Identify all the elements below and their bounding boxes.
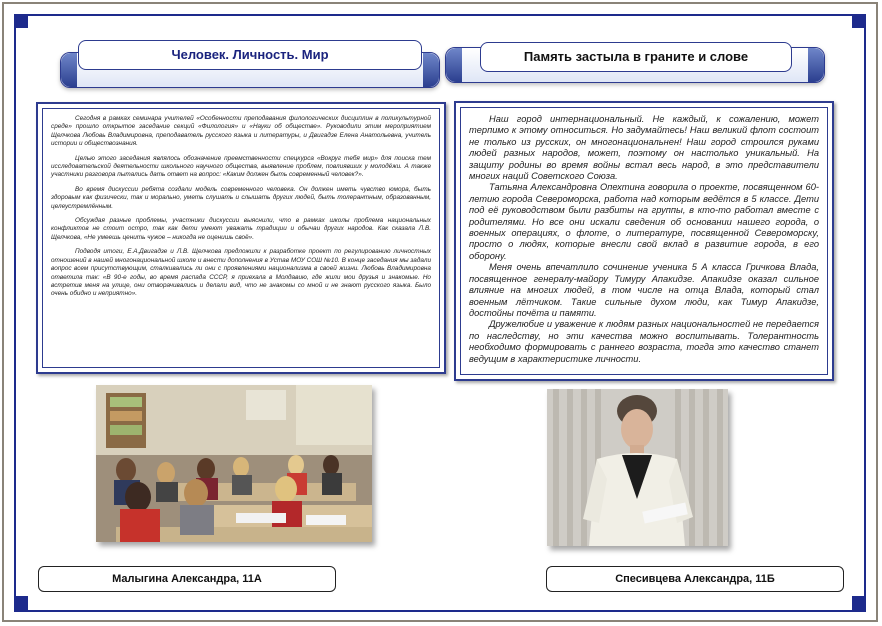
corner-ornament (852, 14, 866, 28)
right-header-title: Память застыла в граните и слове (480, 42, 792, 72)
left-article-box (36, 102, 446, 374)
left-header-title: Человек. Личность. Мир (78, 40, 422, 70)
article-paragraph: Дружелюбие и уважение к людям разных национальностей не передается по наследству, но эти качества можно воспитывать. Толерантность необходимо формировать с раннего возраста, тогда это качество станет ведущим в характеристике личности. (469, 319, 819, 364)
article-paragraph: Наш город интернациональный. Не каждый, к сожалению, может терпимо к этому относиться. Но задумайтесь! Наш великий флот состоит не только из русских, он многонациональнен! Наш город строился руками людей разных народов, может, поэтому он настолько уникальный. На защиту родины во время войны встал весь народ, в это представители многих наций Советского Союза. (469, 114, 819, 182)
speaker-portrait-photo (547, 389, 728, 546)
right-photo-caption: Спесивцева Александра, 11Б (546, 566, 844, 592)
article-paragraph: Сегодня в рамках семинара учителей «Особенности преподавания филологических дисциплин в поликультурной среде» прошло открытое заседание секций «Филология» и «Науки об обществе». Руководили этим мероприятием Щелчкова Любовь Владимировна, преподаватель русского языка и литературы, и Двигадзе Елена Анатольевна, учитель истории и обществознания. (51, 115, 431, 148)
left-article-text (42, 108, 440, 368)
article-paragraph: Целью этого заседания являлось обозначение преемственности спецкурса «Вокруг тебя мир» для поиска тем исследовательской деятельности школьного научного общества, выявление проблем, повлиявших у молодёжи. А также участники разговора пытались дать ответ на вопрос: «Каким должен быть современный человек?». (51, 154, 431, 179)
article-paragraph: Во время дискуссии ребята создали модель современного человека. Он должен иметь чувство юмора, быть здоровым как физически, так и морально, уметь слушать и слышать других людей, быть толерантным, образованным, целеустремлённым. (51, 185, 431, 210)
right-article-text (460, 107, 828, 375)
classroom-illustration (96, 385, 372, 542)
corner-ornament (14, 596, 28, 610)
article-paragraph: Подводя итоги, Е.А.Двигадзе и Л.В. Щелчкова предложили к разработке проект по регулированию личностных отношений в нашей многонациональной школе и внести дополнения в Устав МОУ СОШ №10. В конце заседания мы задали вопрос всем присутствующим, сталкивались ли они с проявлениями национализма в своей жизни. Любовь Владимировна ответила так: «В 90-е годы, во время распада СССР, я приехала в Молдавию, где жили мои друзья и знакомые. Но встретив меня на улице, они отворачивались и делали вид, что не знакомы со мной и не знают русского языка. Было очень обидно и неприятно». (51, 248, 431, 298)
speaker-illustration (547, 389, 728, 546)
seminar-classroom-photo (96, 385, 372, 542)
article-paragraph: Татьяна Александровна Опехтина говорила о проекте, посвященном 60-летию города Североморска, работа над которым ведётся в 5 классе. Дети под её руководством были разбиты на группы, в кто-то работал вместе с родителями. Но все они искали сведения об основании нашего города, о военных операциях, о флоте, о литературе, посвященной Североморску, просто о людях, которые внесли свой вклад в развитие города, в его оборону. (469, 182, 819, 261)
left-photo-caption: Малыгина Александра, 11А (38, 566, 336, 592)
article-paragraph: Обсуждая разные проблемы, участники дискуссии выяснили, что в рамках школы проблема национальных конфликтов не стоит остро, так как дети умеют уважать традиции и обычаи других народов. Как сказала Л.В. Щелчкова, «Не умеешь ценить чужое – никогда не оценишь своё». (51, 217, 431, 241)
corner-ornament (14, 14, 28, 28)
right-article-box (454, 101, 834, 381)
corner-ornament (852, 596, 866, 610)
article-paragraph: Меня очень впечатлило сочинение ученика 5 А класса Гричкова Влада, посвященное генералу-майору Тимуру Апакидзе. Апакидзе оказал сильное влияние на многих людей, в том числе на отца Влада, который стал военным лётчиком. Такие сильные духом люди, как Тимур Апакидзе, достойны почёта и памяти. (469, 262, 819, 318)
